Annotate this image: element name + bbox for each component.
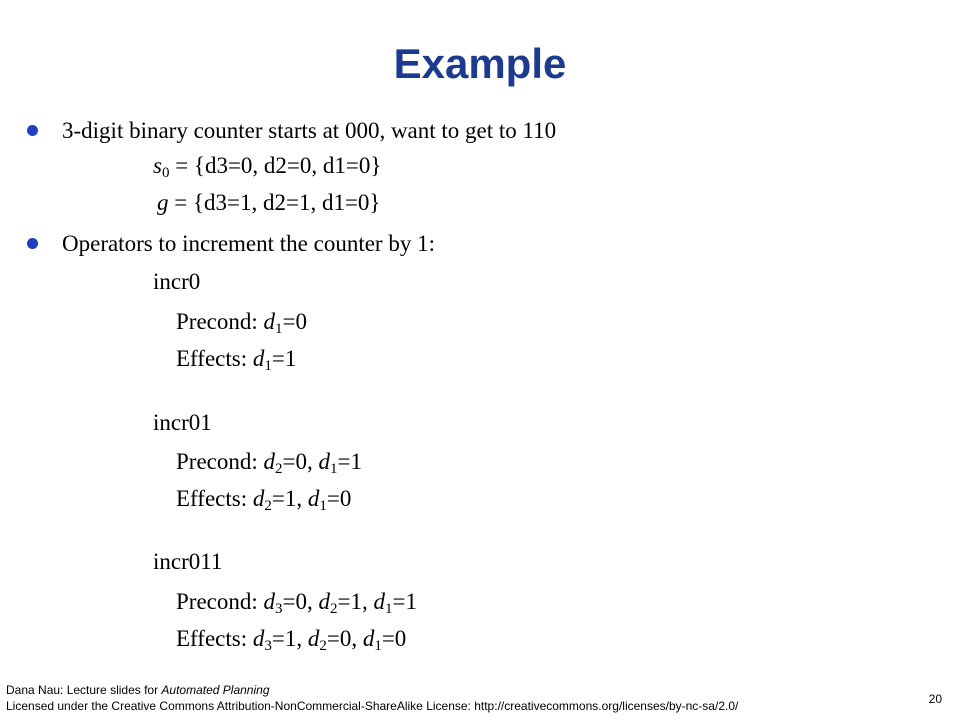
operator-precond: Precond: $d_2=0$, $d_1=1$ bbox=[176, 449, 362, 477]
bullet-text-operators: Operators to increment the counter by 1: bbox=[62, 231, 435, 256]
goal-definition: = {d3=1, d2=1, d1=0} bbox=[168, 190, 381, 215]
subscript: 0 bbox=[161, 165, 170, 181]
goal-var-g: g bbox=[157, 190, 169, 215]
bullet-dot bbox=[27, 125, 38, 136]
slide-title: Example bbox=[393, 40, 567, 87]
operator-effects: Effects: $d_1=1$ bbox=[176, 346, 297, 374]
bullet-text-counter: 3-digit binary counter starts at 000, want to get to 110 bbox=[62, 118, 557, 143]
state-var-s: s bbox=[153, 153, 162, 178]
goal-state bbox=[157, 191, 380, 214]
operator-effects: Effects: $d_2=1$, $d_1=0$ bbox=[176, 486, 352, 514]
page-number: 20 bbox=[928, 692, 942, 706]
state-definition: = {d3=0, d2=0, d1=0} bbox=[169, 153, 382, 178]
operator-precond: Precond: $d_1=0$ bbox=[176, 309, 307, 337]
footer-license: Licensed under the Creative Commons Attribution-NonCommercial-ShareAlike License: http://creativecommons.org/licenses/by-nc-sa/2.0/ bbox=[6, 699, 739, 713]
bullet-dot bbox=[27, 238, 38, 249]
operator-name: incr011 bbox=[153, 549, 223, 574]
footer-credit: Dana Nau: Lecture slides for Automated Planning bbox=[6, 683, 270, 697]
operator-name: incr0 bbox=[153, 269, 201, 294]
operator-effects: Effects: $d_3=1$, $d_2=0$, $d_1=0$ bbox=[176, 626, 407, 654]
operator-precond: Precond: $d_3=0$, $d_2=1$, $d_1=1$ bbox=[176, 589, 417, 617]
operator-name: incr01 bbox=[153, 410, 212, 435]
initial-state bbox=[153, 153, 382, 181]
